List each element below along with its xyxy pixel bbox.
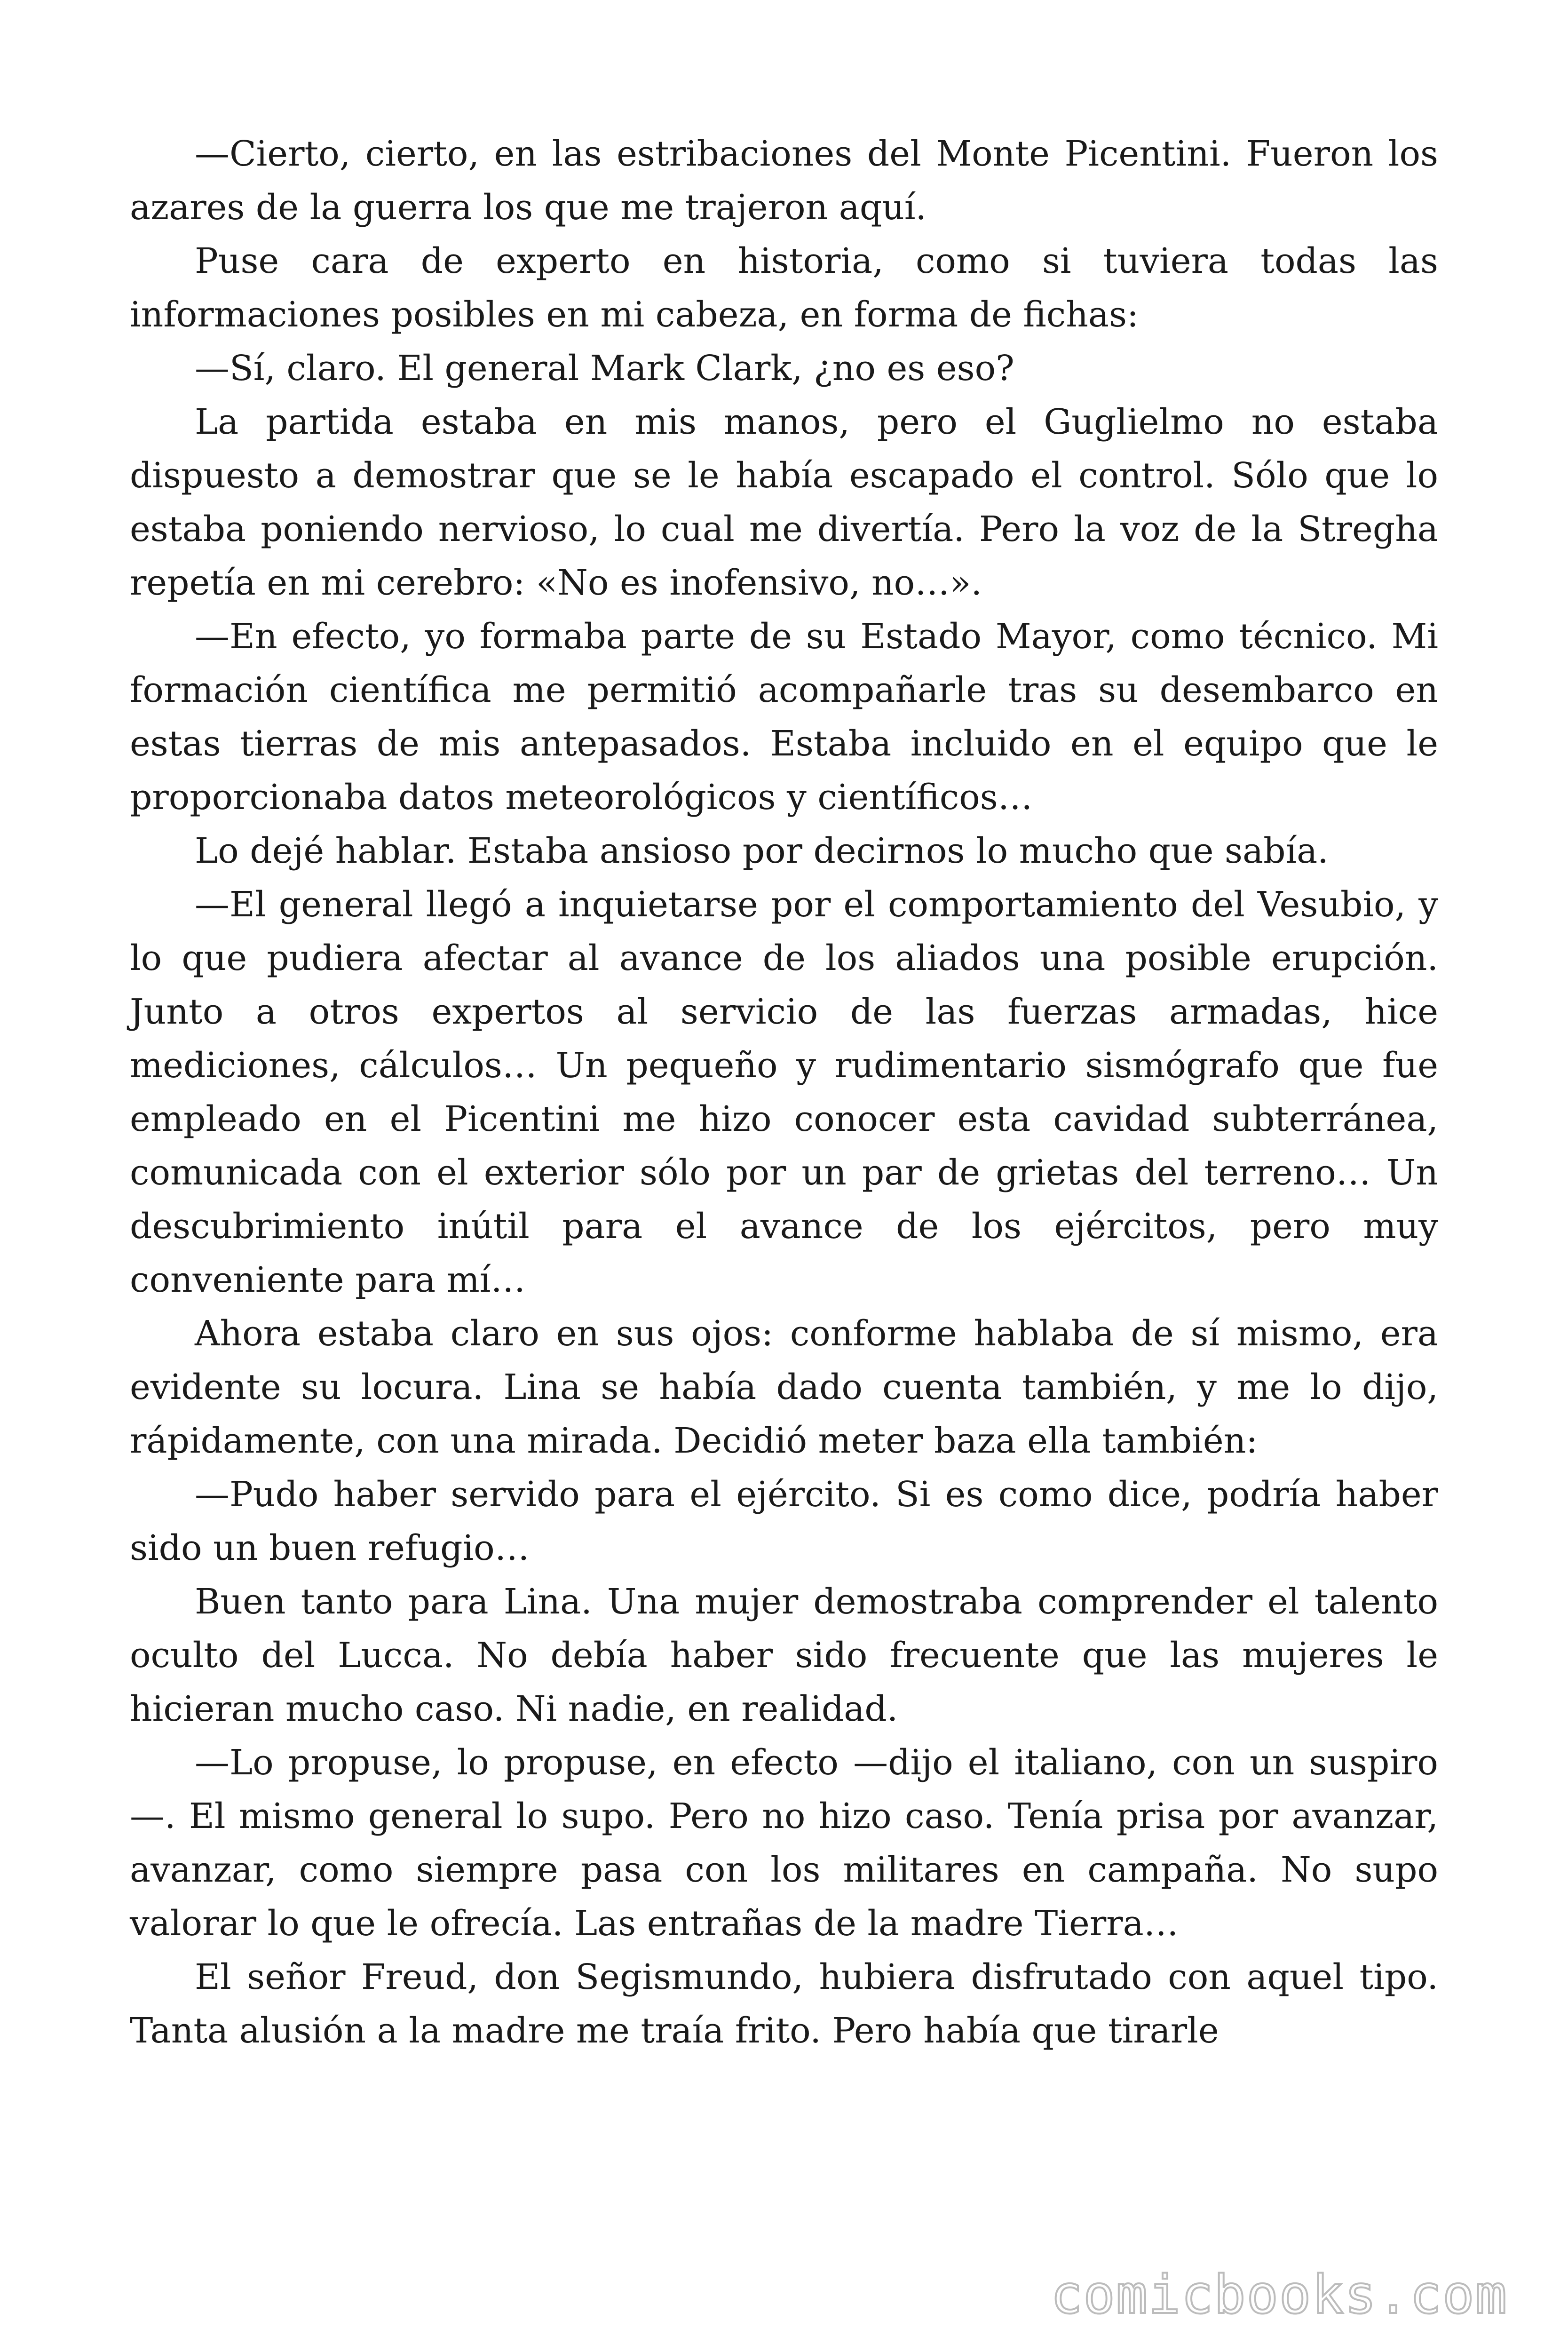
paragraph: —Pudo haber servido para el ejército. Si es como dice, podría haber sido un buen refugio…	[130, 1474, 1438, 1568]
paragraph: Lo dejé hablar. Estaba ansioso por decirnos lo mucho que sabía.	[195, 831, 1329, 871]
body-text	[130, 127, 1438, 2058]
paragraph: Ahora estaba claro en sus ojos: conforme hablaba de sí mismo, era evidente su locura. Lina se había dado cuenta también, y me lo dijo, rápidamente, con una mirada. Decidió meter baza ella también:	[130, 1313, 1438, 1461]
paragraph: —Lo propuse, lo propuse, en efecto —dijo el italiano, con un suspiro—. El mismo general lo supo. Pero no hizo caso. Tenía prisa por avanzar, avanzar, como siempre pasa con los militares en campaña. No supo valorar lo que le ofrecía. Las entrañas de la madre Tierra…	[130, 1742, 1438, 1944]
paragraph: La partida estaba en mis manos, pero el Guglielmo no estaba dispuesto a demostrar que se le había escapado el control. Sólo que lo estaba poniendo nervioso, lo cual me divertía. Pero la voz de la Stregha repetía en mi cerebro: «No es inofensivo, no…».	[130, 402, 1438, 603]
paragraph: Puse cara de experto en historia, como si tuviera todas las informaciones posibles en mi cabeza, en forma de fichas:	[130, 241, 1438, 335]
paragraph: El señor Freud, don Segismundo, hubiera disfrutado con aquel tipo. Tanta alusión a la madre me traía frito. Pero había que tirarle	[130, 1957, 1438, 2051]
paragraph: —Sí, claro. El general Mark Clark, ¿no es eso?	[195, 348, 1014, 389]
watermark: comicbooks.com	[1050, 2265, 1508, 2326]
paragraph: —En efecto, yo formaba parte de su Estado Mayor, como técnico. Mi formación científica me permitió acompañarle tras su desembarco en estas tierras de mis antepasados. Estaba incluido en el equipo que le proporcionaba datos meteorológicos y científicos…	[130, 616, 1438, 818]
paragraph: Buen tanto para Lina. Una mujer demostraba comprender el talento oculto del Lucca. No debía haber sido frecuente que las mujeres le hicieran mucho caso. Ni nadie, en realidad.	[130, 1581, 1438, 1729]
paragraph: —Cierto, cierto, en las estribaciones del Monte Picentini. Fueron los azares de la guerra los que me trajeron aquí.	[130, 134, 1438, 228]
paragraph: —El general llegó a inquietarse por el comportamiento del Vesubio, y lo que pudiera afectar al avance de los aliados una posible erupción. Junto a otros expertos al servicio de las fuerzas armadas, hice mediciones, cálculos… Un pequeño y rudimentario sismógrafo que fue empleado en el Picentini me hizo conocer esta cavidad subterránea, comunicada con el exterior sólo por un par de grietas del terreno… Un descubrimiento inútil para el avance de los ejércitos, pero muy conveniente para mí…	[130, 884, 1438, 1300]
